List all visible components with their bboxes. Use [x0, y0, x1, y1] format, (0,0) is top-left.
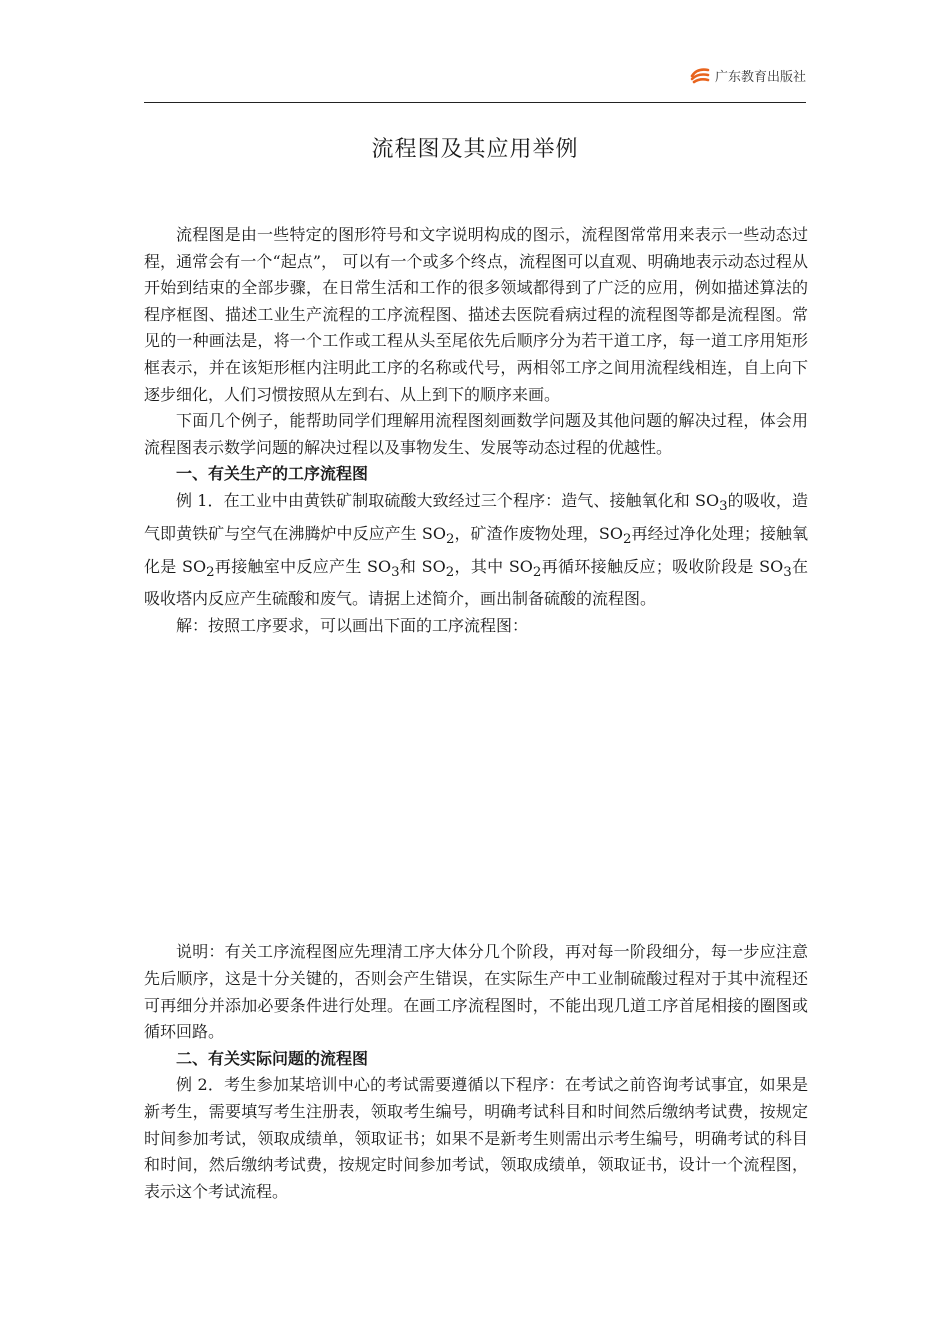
- example-1-paragraph: 例 1．在工业中由黄铁矿制取硫酸大致经过三个程序：造气、接触氧化和 $SO_3$的吸收，造气即黄铁矿与空气在沸腾炉中反应产生 $SO_2$，矿渣作废物处理，$SO_2$再经过净化处理；接触氧化是 $SO_2$再接触室中反应产生 $SO_3$和 $SO_2$，其中 $SO_2$再循环接触反应；吸收阶段是 $SO_3$在吸收塔内反应产生硫酸和废气。请据上述简介，画出制备硫酸的流程图。: [144, 490, 808, 609]
- publisher-mark: [689, 66, 806, 85]
- page-title: 流程图及其应用举例: [371, 137, 579, 162]
- flowchart-placeholder: [144, 639, 808, 939]
- publisher-name: 广东教育出版社: [714, 70, 806, 85]
- note-paragraph: 说明：有关工序流程图应先理清工序大体分几个阶段，再对每一阶段细分，每一步应注意先后顺序，这是十分关键的，否则会产生错误，在实际生产中工业制硫酸过程对于其中流程还可再细分并添加必要条件进行处理。在画工序流程图时，不能出现几道工序首尾相接的圈图或循环回路。: [144, 942, 808, 1042]
- section-1-heading: 一、有关生产的工序流程图: [176, 464, 369, 484]
- example-2-paragraph: 例 2．考生参加某培训中心的考试需要遵循以下程序：在考试之前咨询考试事宜，如果是新考生，需要填写考生注册表，领取考生编号，明确考试科目和时间然后缴纳考试费，按规定时间参加考试，领取成绩单，领取证书；如果不是新考生则需出示考生编号，明确考试的科目和时间，然后缴纳考试费，按规定时间参加考试，领取成绩单，领取证书，设计一个流程图，表示这个考试流程。: [144, 1075, 808, 1201]
- solution-paragraph: 解：按照工序要求，可以画出下面的工序流程图：: [176, 615, 529, 635]
- intro-paragraph-1: 流程图是由一些特定的图形符号和文字说明构成的图示，流程图常常用来表示一些动态过程，通常会有一个“起点”， 可以有一个或多个终点，流程图可以直观、明确地表示动态过程从开始到结束的全部步骤，在日常生活和工作的很多领域都得到了广泛的应用，例如描述算法的程序框图、描述工业生产流程的工序流程图、描述去医院看病过程的流程图等都是流程图。常见的一种画法是，将一个工作或工程从头至尾依先后顺序分为若干道工序，每一道工序用矩形框表示，并在该矩形框内注明此工序的名称或代号，两相邻工序之间用流程线相连，自上向下逐步细化，人们习惯按照从左到右、从上到下的顺序来画。: [144, 225, 808, 404]
- page-header: [144, 64, 806, 103]
- intro-paragraph-2: 下面几个例子，能帮助同学们理解用流程图刻画数学问题及其他问题的解决过程，体会用流程图表示数学问题的解决过程以及事物发生、发展等动态过程的优越性。: [144, 411, 808, 457]
- section-2-heading: 二、有关实际问题的流程图: [176, 1048, 369, 1068]
- document-body: [144, 222, 808, 1205]
- publisher-logo-icon: [689, 67, 711, 85]
